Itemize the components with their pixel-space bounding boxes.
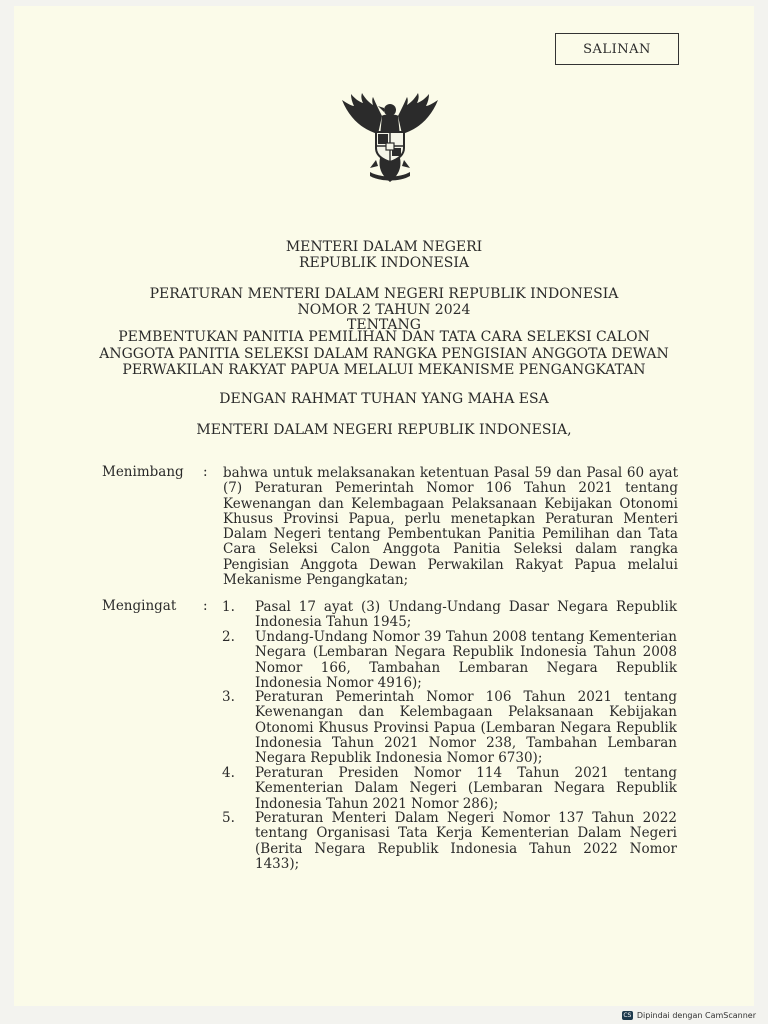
regulation-subject-line: ANGGOTA PANITIA SELEKSI DALAM RANGKA PENGISIAN ANGGOTA DEWAN: [99, 346, 669, 362]
list-item: [222, 766, 677, 812]
list-item: [222, 811, 677, 872]
list-item-number: 2.: [222, 629, 235, 645]
list-item-text: Peraturan Pemerintah Nomor 106 Tahun 2021 tentang Kewenangan dan Kelembagaan Pelaksanaan Kebijakan Otonomi Khusus Provinsi Papua (Lembaran Negara Republik Indonesia Tahun 2021 Nomor 238, Tambahan Lembaran Negara Republik Indonesia Nomor 6730);: [255, 689, 677, 767]
list-item-number: 3.: [222, 689, 235, 705]
header-line-1: MENTERI DALAM NEGERI: [285, 239, 483, 255]
list-item-number: 1.: [222, 599, 235, 615]
camscanner-footer: [622, 1011, 756, 1020]
list-item-text: Pasal 17 ayat (3) Undang-Undang Dasar Negara Republik Indonesia Tahun 1945;: [255, 599, 677, 631]
header-line-2: REPUBLIK INDONESIA: [299, 255, 469, 271]
list-item: [222, 690, 677, 766]
list-item-text: Peraturan Presiden Nomor 114 Tahun 2021 tentang Kementerian Dalam Negeri (Lembaran Negara Republik Indonesia Tahun 2021 Nomor 286);: [255, 765, 677, 812]
invocation: DENGAN RAHMAT TUHAN YANG MAHA ESA: [219, 391, 549, 407]
menimbang-text: bahwa untuk melaksanakan ketentuan Pasal 59 dan Pasal 60 ayat (7) Peraturan Pemerintah Nomor 106 Tahun 2021 tentang Kewenangan dan Kelembagaan Pelaksanaan Kebijakan Otonomi Khusus Provinsi Papua, perlu menetapkan Peraturan Menteri Dalam Negeri tentang Pembentukan Panitia Pemilihan dan Tata Cara Seleksi Calon Anggota Panitia Seleksi dalam rangka Pengisian Anggota Dewan Perwakilan Rakyat Papua melalui Mekanisme Pengangkatan;: [223, 465, 678, 589]
list-item-text: Peraturan Menteri Dalam Negeri Nomor 137 Tahun 2022 tentang Organisasi Tata Kerja Kementerian Dalam Negeri (Berita Negara Republik Indonesia Tahun 2022 Nomor 1433);: [255, 810, 677, 872]
camscanner-text: Dipindai dengan CamScanner: [636, 1011, 756, 1020]
menimbang-label: Menimbang: [102, 464, 184, 480]
regulation-number: NOMOR 2 TAHUN 2024: [297, 302, 471, 318]
list-item: [222, 600, 677, 631]
list-item: [222, 630, 677, 691]
regulation-about: TENTANG: [347, 317, 421, 333]
regulation-subject-line: PERWAKILAN RAKYAT PAPUA MELALUI MEKANISME PENGANGKATAN: [122, 362, 646, 378]
salinan-stamp: SALINAN: [555, 33, 679, 65]
mengingat-colon: :: [203, 598, 208, 614]
mengingat-label: Mengingat: [102, 598, 177, 614]
garuda-emblem-icon: [334, 90, 446, 188]
list-item-number: 5.: [222, 810, 235, 826]
regulation-title: PERATURAN MENTERI DALAM NEGERI REPUBLIK INDONESIA: [149, 286, 619, 302]
list-item-number: 4.: [222, 765, 235, 781]
list-item-text: Undang-Undang Nomor 39 Tahun 2008 tentang Kementerian Negara (Lembaran Negara Republik Indonesia Tahun 2008 Nomor 166, Tambahan Lembaran Negara Republik Indonesia Nomor 4916);: [255, 629, 677, 691]
regulation-subject-line: PEMBENTUKAN PANITIA PEMILIHAN DAN TATA CARA SELEKSI CALON: [118, 329, 650, 345]
camscanner-icon: CS: [623, 1012, 632, 1019]
menimbang-colon: :: [203, 464, 208, 480]
minister-heading: MENTERI DALAM NEGERI REPUBLIK INDONESIA,: [196, 422, 572, 438]
